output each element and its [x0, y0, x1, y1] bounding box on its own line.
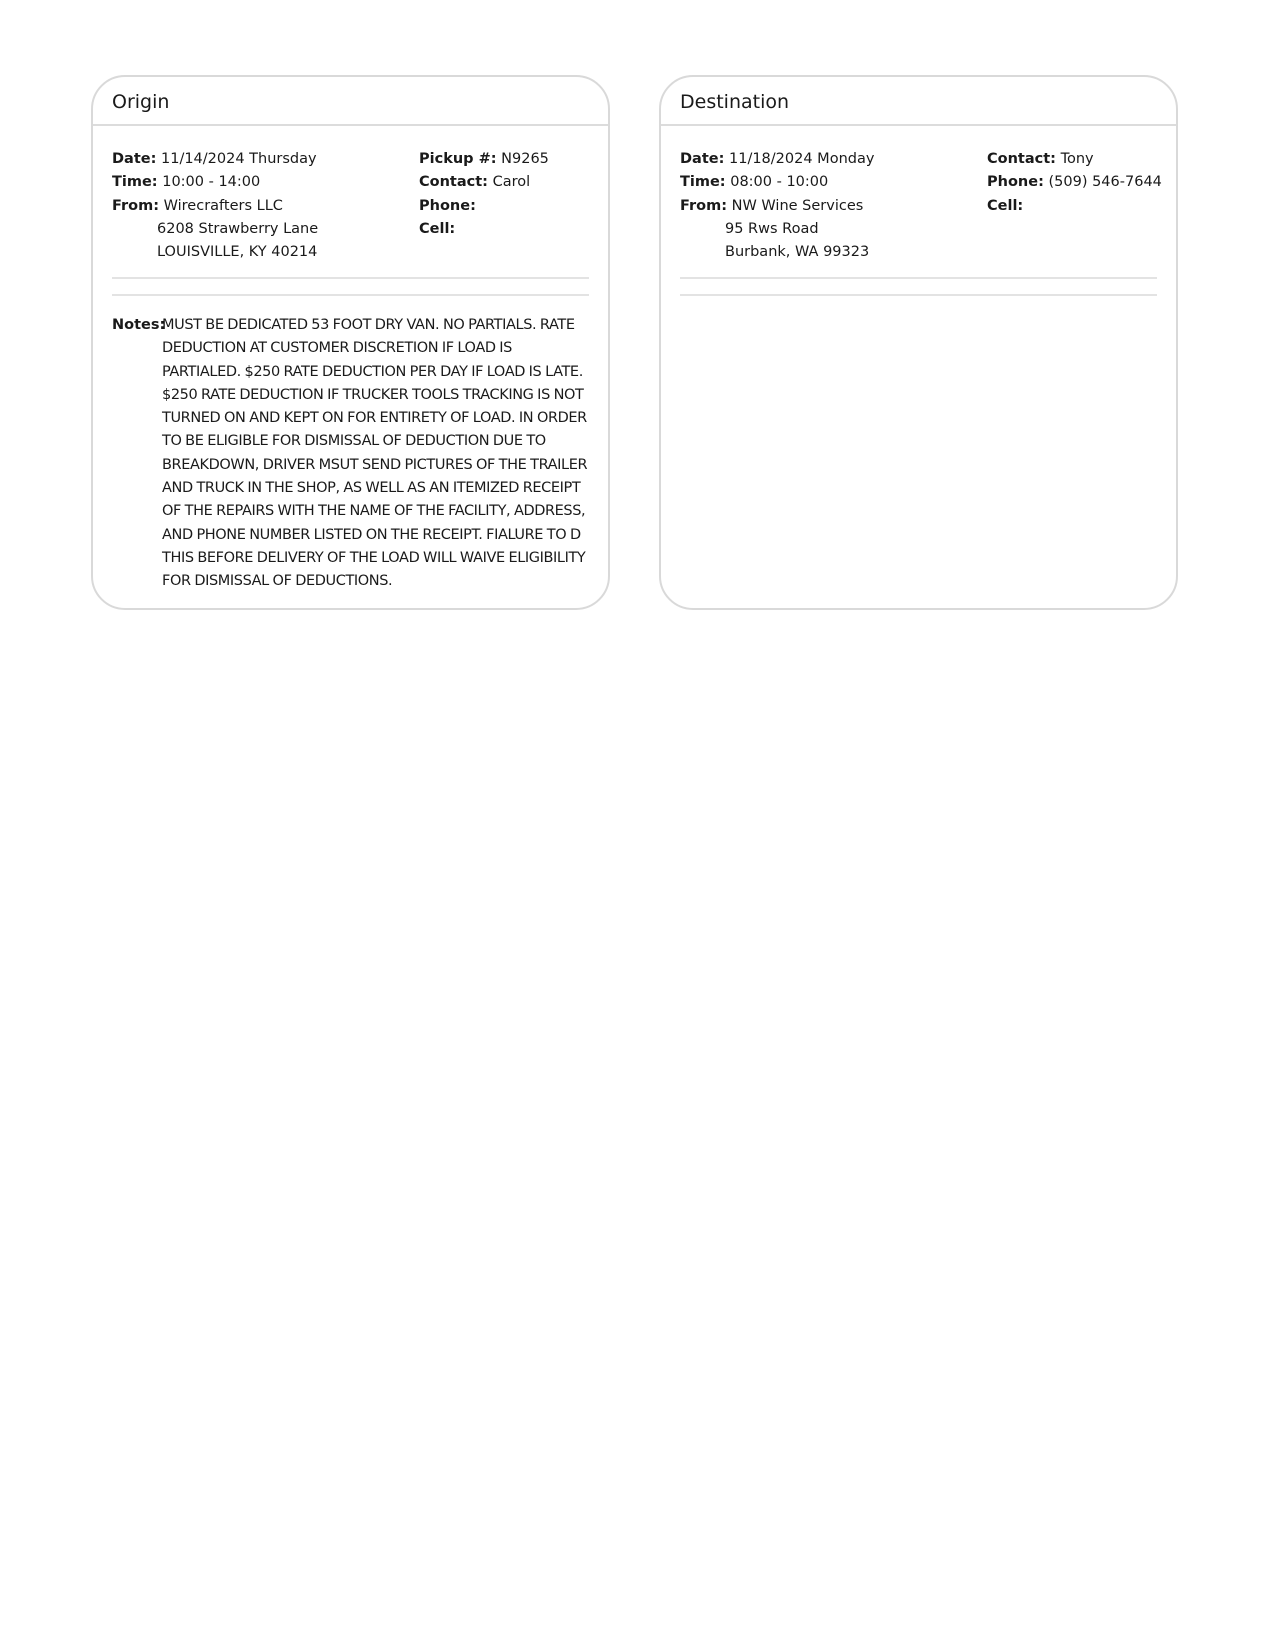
origin-contact-row: [419, 171, 549, 194]
origin-notes: [112, 314, 592, 594]
origin-notes-text: MUST BE DEDICATED 53 FOOT DRY VAN. NO PARTIALS. RATE DEDUCTION AT CUSTOMER DISCRETION IF LOAD IS PARTIALED. $250 RATE DEDUCTION PER DAY IF LOAD IS LATE. $250 RATE DEDUCTION IF TRUCKER TOOLS TRACKING IS NOT TURNED ON AND KEPT ON FOR ENTIRETY OF LOAD. IN ORDER TO BE ELIGIBLE FOR DISMISSAL OF DEDUCTION DUE TO BREAKDOWN, DRIVER MSUT SEND PICTURES OF THE TRAILER AND TRUCK IN THE SHOP, AS WELL AS AN ITEMIZED RECEIPT OF THE REPAIRS WITH THE NAME OF THE FACILITY, ADDRESS, AND PHONE NUMBER LISTED ON THE RECEIPT. FIALURE TO D THIS BEFORE DELIVERY OF THE LOAD WILL WAIVE ELIGIBILITY FOR DISMISSAL OF DEDUCTIONS.: [162, 317, 588, 590]
origin-cell-row: [419, 218, 549, 241]
destination-from-label: From:: [680, 197, 727, 214]
destination-divider-bottom: [680, 294, 1157, 296]
destination-from-name: NW Wine Services: [731, 197, 864, 214]
origin-phone-row: [419, 195, 549, 218]
destination-from-row: [680, 195, 874, 218]
origin-contact-value: Carol: [492, 174, 531, 191]
origin-address-line1: 6208 Strawberry Lane: [157, 220, 319, 237]
origin-date-label: Date:: [112, 151, 157, 167]
origin-time-row: [112, 171, 318, 194]
destination-phone-label: Phone:: [987, 174, 1044, 191]
destination-contact-label: Contact:: [987, 151, 1056, 167]
destination-cell-label: Cell:: [987, 197, 1024, 214]
destination-time-label: Time:: [680, 174, 726, 191]
destination-date-value: 11/18/2024 Monday: [729, 151, 875, 167]
origin-date-row: [112, 148, 318, 171]
origin-from-label: From:: [112, 197, 159, 214]
origin-notes-label: Notes:: [112, 317, 166, 333]
origin-pickup-value: N9265: [501, 151, 549, 167]
origin-card: [91, 75, 610, 610]
origin-divider-top: [112, 277, 589, 279]
destination-contact-row: [987, 148, 1162, 171]
destination-phone-value: (509) 546-7644: [1048, 174, 1162, 191]
origin-from-name: Wirecrafters LLC: [163, 197, 283, 214]
destination-divider-top: [680, 277, 1157, 279]
destination-details-right: [987, 148, 1162, 218]
origin-pickup-row: [419, 148, 549, 171]
destination-contact-value: Tony: [1060, 151, 1094, 167]
destination-title: Destination: [680, 91, 790, 113]
destination-title-divider: [661, 124, 1176, 126]
destination-time-value: 08:00 - 10:00: [730, 174, 829, 191]
origin-details-left: [112, 148, 318, 264]
destination-date-row: [680, 148, 874, 171]
origin-address-line2: LOUISVILLE, KY 40214: [157, 244, 318, 261]
origin-time-label: Time:: [112, 174, 158, 191]
origin-details-right: [419, 148, 549, 241]
origin-pickup-label: Pickup #:: [419, 151, 497, 167]
destination-address-line2: Burbank, WA 99323: [725, 244, 870, 261]
origin-date-value: 11/14/2024 Thursday: [161, 151, 317, 167]
destination-time-row: [680, 171, 874, 194]
origin-title-divider: [93, 124, 608, 126]
destination-address-line1: 95 Rws Road: [725, 220, 819, 237]
origin-title: Origin: [112, 91, 170, 113]
origin-time-value: 10:00 - 14:00: [162, 174, 261, 191]
destination-date-label: Date:: [680, 151, 725, 167]
destination-phone-row: [987, 171, 1162, 194]
origin-from-row: [112, 195, 318, 218]
origin-divider-bottom: [112, 294, 589, 296]
origin-contact-label: Contact:: [419, 174, 488, 191]
origin-phone-label: Phone:: [419, 197, 476, 214]
destination-details-left: [680, 148, 874, 264]
destination-cell-row: [987, 195, 1162, 218]
origin-cell-label: Cell:: [419, 220, 456, 237]
destination-card: [659, 75, 1178, 610]
